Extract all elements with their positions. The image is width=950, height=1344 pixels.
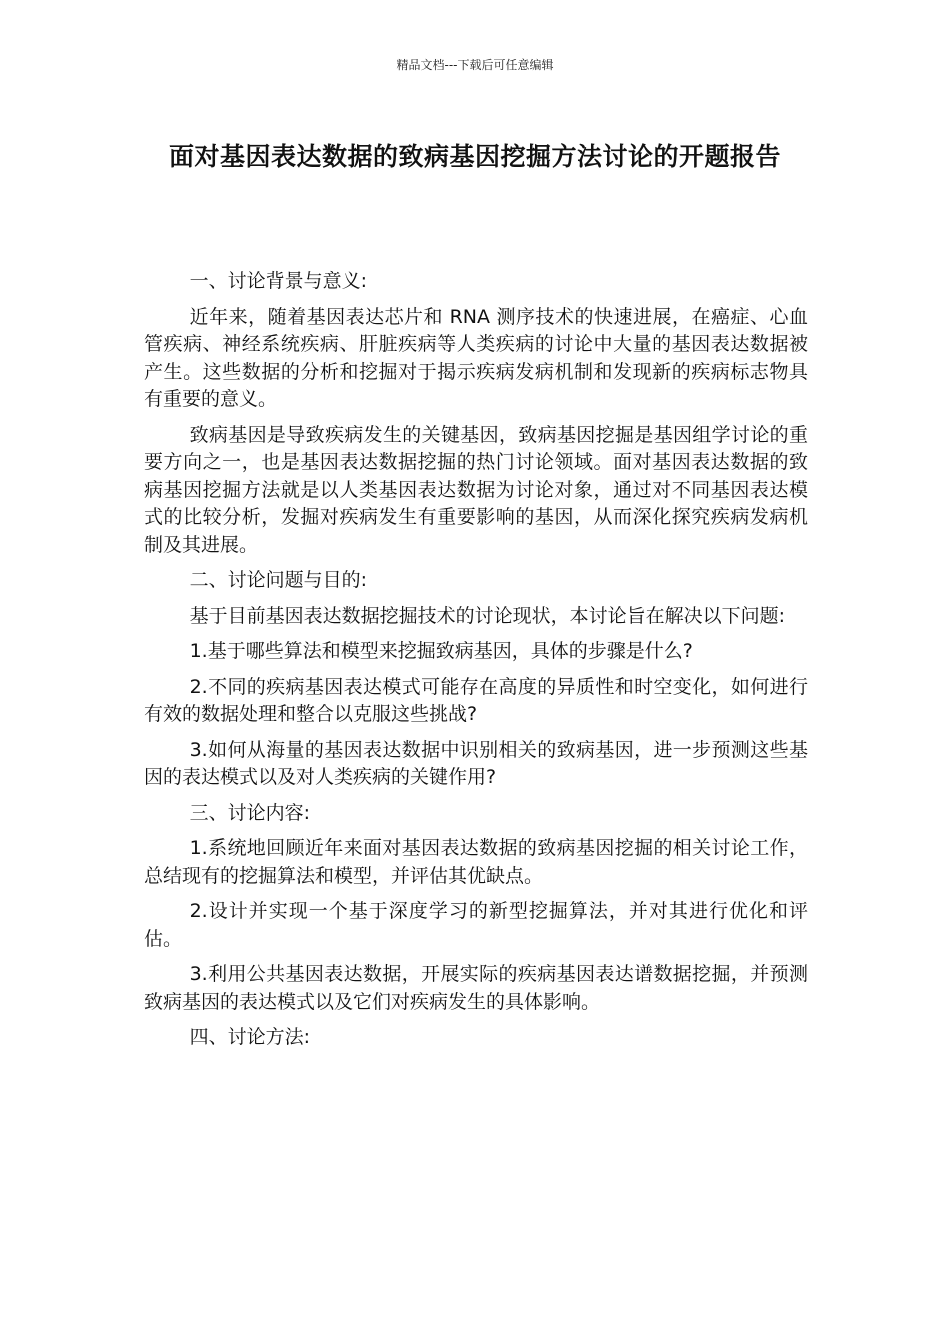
list-item-question-1: 1.基于哪些算法和模型来挖掘致病基因，具体的步骤是什么?: [189, 640, 693, 662]
document-title: 面对基因表达数据的致病基因挖掘方法讨论的开题报告: [168, 142, 781, 171]
list-item-content-2: 2.设计并实现一个基于深度学习的新型挖掘算法，并对其进行优化和评估。: [144, 900, 808, 950]
list-item-content-1: 1.系统地回顾近年来面对基因表达数据的致病基因挖掘的相关讨论工作，总结现有的挖掘算法和模型，并评估其优缺点。: [144, 837, 808, 887]
list-item-question-3: 3.如何从海量的基因表达数据中识别相关的致病基因，进一步预测这些基因的表达模式以及对人类疾病的关键作用?: [144, 738, 808, 788]
list-item-question-2: 2.不同的疾病基因表达模式可能存在高度的异质性和时空变化，如何进行有效的数据处理和整合以克服这些挑战?: [144, 675, 808, 725]
section-heading-background: 一、讨论背景与意义:: [189, 270, 367, 292]
paragraph-background-1: 近年来，随着基因表达芯片和 RNA 测序技术的快速进展，在癌症、心血管疾病、神经系统疾病、肝脏疾病等人类疾病的讨论中大量的基因表达数据被产生。这些数据的分析和挖掘对于揭示疾病发病机制和发现新的疾病标志物具有重要的意义。: [144, 305, 808, 410]
page-header: 精品文档---下载后可任意编辑: [396, 58, 554, 72]
list-item-content-3: 3.利用公共基因表达数据，开展实际的疾病基因表达谱数据挖掘，并预测致病基因的表达模式以及它们对疾病发生的具体影响。: [144, 963, 808, 1013]
section-heading-questions: 二、讨论问题与目的:: [189, 569, 367, 591]
section-heading-methods: 四、讨论方法:: [189, 1026, 310, 1048]
paragraph-background-2: 致病基因是导致疾病发生的关键基因，致病基因挖掘是基因组学讨论的重要方向之一，也是基因表达数据挖掘的热门讨论领域。面对基因表达数据的致病基因挖掘方法就是以人类基因表达数据为讨论对象，通过对不同基因表达模式的比较分析，发掘对疾病发生有重要影响的基因，从而深化探究疾病发病机制及其进展。: [144, 423, 808, 556]
paragraph-questions-intro: 基于目前基因表达数据挖掘技术的讨论现状，本讨论旨在解决以下问题:: [189, 604, 785, 627]
document-body: [144, 268, 808, 1060]
section-heading-content: 三、讨论内容:: [189, 801, 310, 824]
